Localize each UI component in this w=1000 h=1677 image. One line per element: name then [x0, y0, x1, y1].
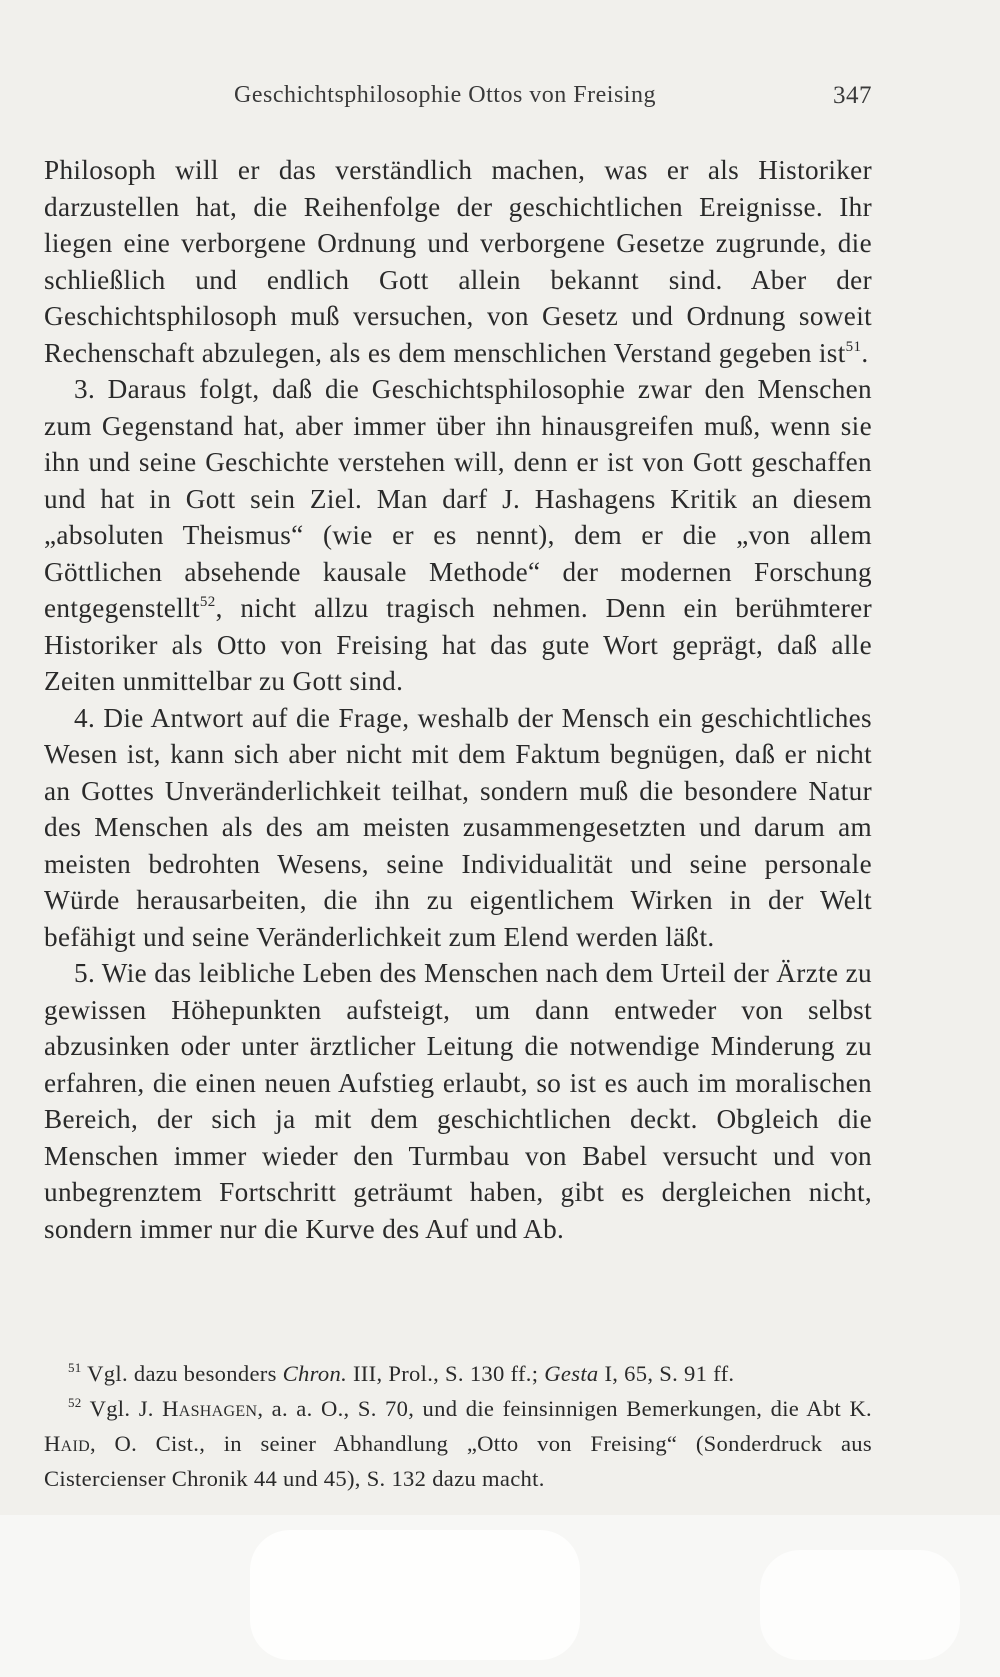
footnote-text: , a. a. O., S. 70, und die feinsinnigen Bemerkungen, die Abt K.: [257, 1396, 873, 1421]
scan-artifact: [760, 1550, 960, 1660]
paragraph-text: , nicht allzu tragisch nehmen. Denn ein berühmterer Historiker als Otto von Freising hat das gute Wort geprägt, daß alle Zeiten unmittelbar zu Gott sind.: [44, 593, 872, 696]
running-title: Geschichtsphilosophie Ottos von Freising: [234, 82, 656, 108]
scan-margin: [0, 1515, 1000, 1677]
main-text: [44, 152, 872, 1247]
footnote-number: 51: [68, 1360, 82, 1375]
footnote-text: Vgl. J.: [89, 1396, 163, 1421]
paragraph: [44, 700, 872, 956]
footnote-ref: 51: [845, 338, 862, 355]
paragraph: [44, 152, 872, 371]
footnote-text: , O. Cist., in seiner Abhandlung „Otto von Freising“ (Sonderdruck aus Cistercienser Chronik 44 und 45), S. 132 dazu macht.: [44, 1431, 872, 1491]
footnote: [44, 1391, 872, 1496]
page-number: 347: [833, 82, 872, 109]
footnote-ref: 52: [199, 594, 216, 610]
footnote: [44, 1356, 872, 1391]
paragraph-text: 4. Die Antwort auf die Frage, weshalb der Mensch ein geschichtliches Wesen ist, kann sich aber nicht mit dem Faktum begnügen, daß er nicht an Gottes Unveränderlichkeit teilhat, sondern muß die besondere Natur des Menschen als des am meisten zusammengesetzten und darum am meisten bedrohten Wesens, seine Individualität und seine personale Würde herausarbeiten, die ihn zu eigentlichem Wirken in der Welt befähigt und seine Veränderlichkeit zum Elend werden läßt.: [44, 702, 872, 952]
paragraph-text: Philosoph will er das verständlich machen, was er als Historiker darzustellen hat, die Reihenfolge der geschichtlichen Ereignisse. Ihr liegen eine verborgene Ordnung und verborgene Gesetze zugrunde, die schließlich und endlich Gott allein bekannt sind. Aber der Geschichtsphilosoph muß versuchen, von Gesetz und Ordnung soweit Rechenschaft abzulegen, als es dem menschlichen Verstand gegeben ist: [44, 155, 872, 368]
paragraph-text: 3. Daraus folgt, daß die Geschichtsphilosophie zwar den Menschen zum Gegenstand hat, aber immer über ihn hinausgreifen muß, wenn sie ihn und seine Geschichte verstehen will, denn er ist von Gott geschaffen und hat in Gott sein Ziel. Man darf J. Hashagens Kritik an diesem „absoluten Theismus“ (wie er es nennt), dem er die „von allem Göttlichen absehende kausale Methode“ der modernen Forschung entgegenstellt: [44, 374, 872, 623]
footnote-text: III, Prol., S. 130 ff.;: [347, 1361, 545, 1386]
footnote-text: Vgl. dazu besonders: [87, 1361, 283, 1386]
footnote-work-title: Gesta: [544, 1361, 599, 1386]
author-name: Haid: [44, 1431, 90, 1456]
footnote-work-title: Chron.: [282, 1361, 348, 1386]
footnote-number: 52: [68, 1395, 82, 1410]
footnotes: [44, 1356, 872, 1496]
paragraph-end: .: [861, 337, 869, 368]
paragraph: [44, 955, 872, 1247]
paragraph-text: 5. Wie das leibliche Leben des Menschen nach dem Urteil der Ärzte zu gewissen Höhepunkten aufsteigt, um dann entweder von selbst abzusinken oder unter ärztlicher Leitung die notwendige Minderung zu erfahren, die einen neuen Aufstieg erlaubt, so ist es auch im moralischen Bereich, der sich ja mit dem geschichtlichen deckt. Obgleich die Menschen immer wieder den Turmbau von Babel versucht und von unbegrenztem Fortschritt geträumt haben, gibt es dergleichen nicht, sondern immer nur die Kurve des Auf und Ab.: [44, 958, 872, 1244]
author-name: Hashagen: [162, 1396, 258, 1421]
scan-artifact: [250, 1530, 580, 1660]
paragraph: [44, 371, 872, 700]
footnote-text: I, 65, S. 91 ff.: [598, 1361, 735, 1386]
